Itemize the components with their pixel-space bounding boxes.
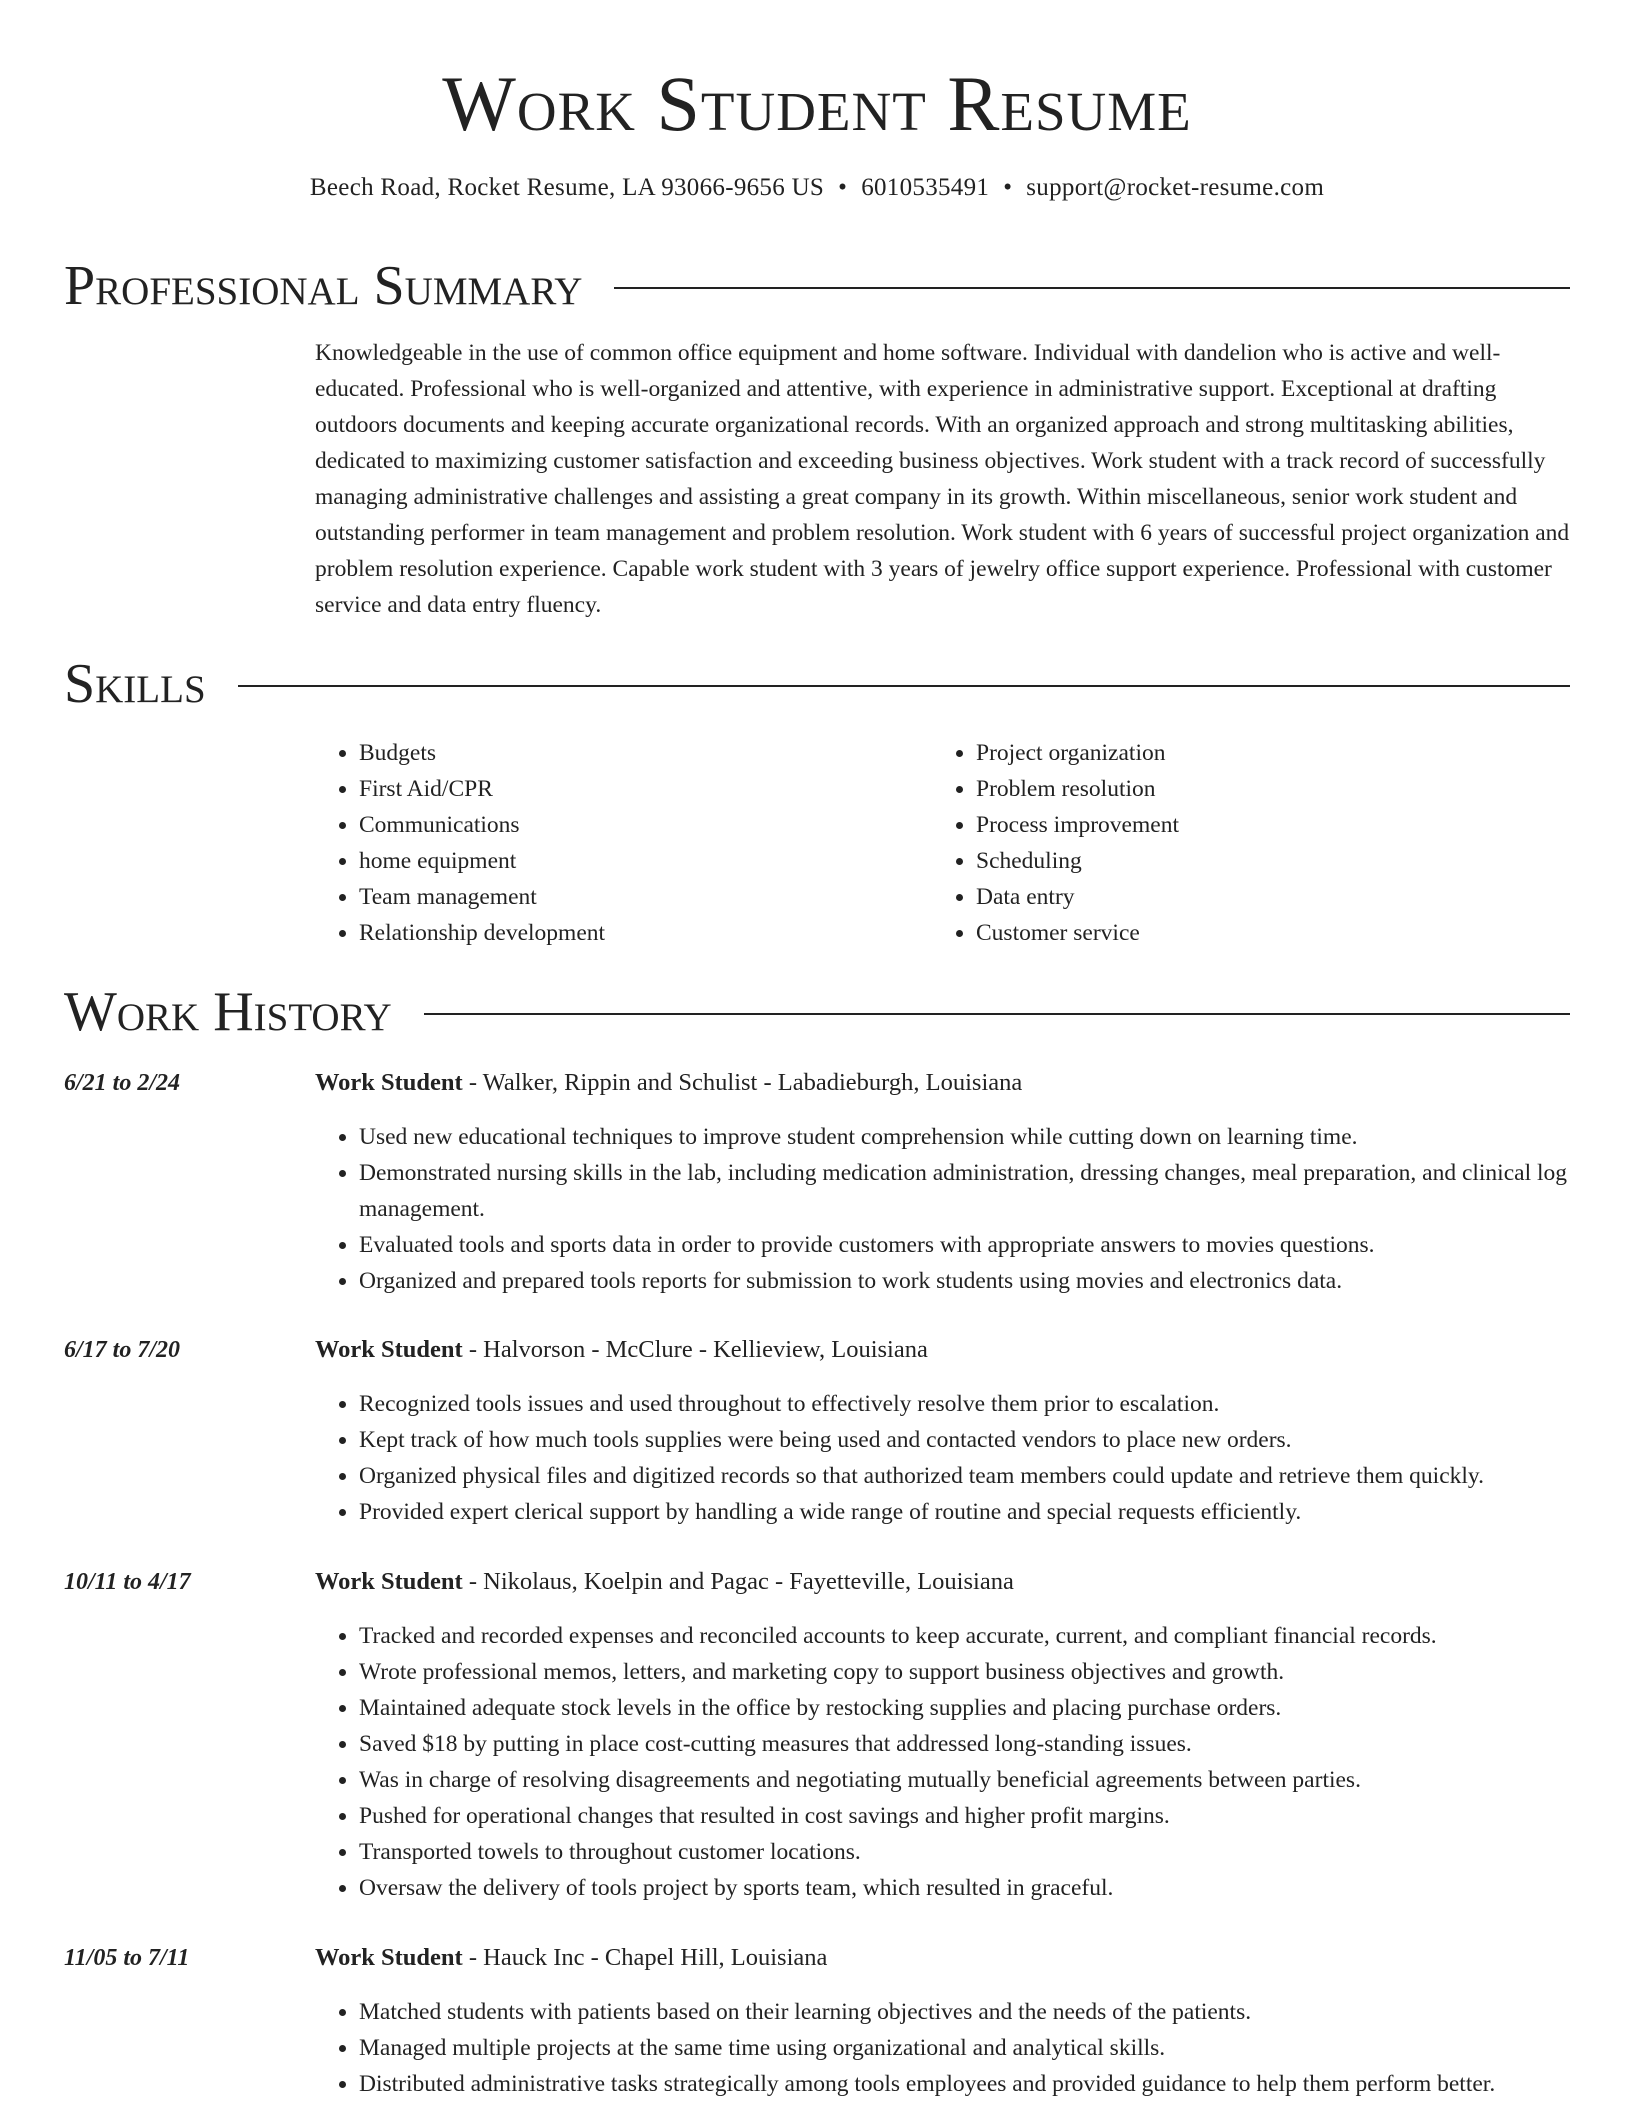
job-details: - Nikolaus, Koelpin and Pagac - Fayetteville, Louisiana	[462, 1568, 1014, 1595]
job-dates: 10/11 to 4/17	[64, 1569, 191, 1595]
skill-item: • First Aid/CPR	[359, 771, 932, 807]
job-bullet: • Saved $18 by putting in place cost-cutting measures that addressed long-standing issues.	[359, 1726, 1570, 1762]
job-bullet: • Wrote professional memos, letters, and marketing copy to support business objectives and growth.	[359, 1654, 1570, 1690]
skill-item: • Project organization	[976, 735, 1549, 771]
skills-section-header	[64, 652, 1570, 716]
job-bullets	[315, 1386, 1570, 1530]
job-details: - Hauck Inc - Chapel Hill, Louisiana	[462, 1944, 828, 1971]
job-bullet: • Managed multiple projects at the same time using organizational and analytical skills.	[359, 2030, 1570, 2066]
job-heading	[315, 1564, 1014, 1600]
job-bullet: • Evaluated tools and sports data in order to provide customers with appropriate answers to movies questions.	[359, 1227, 1570, 1263]
job-heading	[315, 1332, 928, 1368]
job-bullet: • Maintained adequate stock levels in the office by restocking supplies and placing purchase orders.	[359, 1690, 1570, 1726]
skills-column-right	[932, 735, 1549, 951]
job-bullet: • Used new educational techniques to improve student comprehension while cutting down on learning time.	[359, 1119, 1570, 1155]
job-bullet: • Was in charge of resolving disagreements and negotiating mutually beneficial agreements between parties.	[359, 1762, 1570, 1798]
skill-item: • home equipment	[359, 843, 932, 879]
resume-page	[64, 0, 1570, 2097]
skills-heading: Skills	[64, 653, 206, 715]
job-bullet: • Demonstrated nursing skills in the lab, including medication administration, dressing changes, meal preparation, and clinical log management.	[359, 1155, 1570, 1227]
contact-address: Beech Road, Rocket Resume, LA 93066-9656 US	[309, 174, 825, 201]
job-bullets	[315, 1994, 1570, 2102]
skill-item: • Customer service	[976, 915, 1549, 951]
job-details: - Halvorson - McClure - Kellieview, Louisiana	[462, 1336, 928, 1363]
contact-separator: •	[838, 174, 848, 201]
job-bullets	[315, 1119, 1570, 1299]
job-bullet: • Oversaw the delivery of tools project by sports team, which resulted in graceful.	[359, 1870, 1570, 1906]
work-history-section-header	[64, 980, 1570, 1044]
summary-text: Knowledgeable in the use of common office equipment and home software. Individual with dandelion who is active and well-educated. Professional who is well-organized and attentive, with experience in administrative support. Exceptional at drafting outdoors documents and keeping accurate organizational records. With an organized approach and strong multitasking abilities, dedicated to maximizing customer satisfaction and exceeding business objectives. Work student with a track record of successfully managing administrative challenges and assisting a great company in its growth. Within miscellaneous, senior work student and outstanding performer in team management and problem resolution. Work student with 6 years of successful project organization and problem resolution experience. Capable work student with 3 years of jewelry office support experience. Professional with customer service and data entry fluency.	[315, 340, 1570, 618]
job-role: Work Student	[315, 1069, 463, 1096]
skill-item: • Relationship development	[359, 915, 932, 951]
job-bullets	[315, 1618, 1570, 1906]
section-divider	[614, 287, 1570, 289]
job-dates: 6/17 to 7/20	[64, 1337, 181, 1363]
skill-item: • Budgets	[359, 735, 932, 771]
job-bullet: • Organized physical files and digitized records so that authorized team members could update and retrieve them quickly.	[359, 1458, 1570, 1494]
job-bullet: • Provided expert clerical support by handling a wide range of routine and special requests efficiently.	[359, 1494, 1570, 1530]
job-role: Work Student	[315, 1336, 463, 1363]
job-bullet: • Recognized tools issues and used throughout to effectively resolve them prior to escalation.	[359, 1386, 1570, 1422]
skills-column-left	[315, 735, 932, 951]
resume-title: Work Student Resume	[442, 60, 1192, 147]
job-dates: 6/21 to 2/24	[64, 1070, 181, 1096]
job-details: - Walker, Rippin and Schulist - Labadieburgh, Louisiana	[462, 1069, 1023, 1096]
summary-heading: Professional Summary	[64, 255, 583, 317]
contact-phone: 6010535491	[861, 174, 990, 201]
job-bullet: • Kept track of how much tools supplies were being used and contacted vendors to place new orders.	[359, 1422, 1570, 1458]
job-bullet: • Matched students with patients based on their learning objectives and the needs of the patients.	[359, 1994, 1570, 2030]
skill-item: • Data entry	[976, 879, 1549, 915]
job-bullet: • Transported towels to throughout customer locations.	[359, 1834, 1570, 1870]
skill-item: • Communications	[359, 807, 932, 843]
contact-separator: •	[1003, 174, 1013, 201]
contact-email[interactable]: support@rocket-resume.com	[1026, 174, 1325, 201]
job-role: Work Student	[315, 1944, 463, 1971]
summary-section-header	[64, 254, 1570, 318]
skill-item: • Process improvement	[976, 807, 1549, 843]
section-divider	[238, 685, 1570, 687]
job-heading	[315, 1940, 827, 1976]
job-bullet: • Pushed for operational changes that resulted in cost savings and higher profit margins.	[359, 1798, 1570, 1834]
work-history-heading: Work History	[64, 981, 392, 1043]
skill-item: • Problem resolution	[976, 771, 1549, 807]
skill-item: • Team management	[359, 879, 932, 915]
job-heading	[315, 1065, 1022, 1101]
section-divider	[424, 1013, 1570, 1015]
contact-line	[64, 172, 1570, 204]
job-role: Work Student	[315, 1568, 463, 1595]
skill-item: • Scheduling	[976, 843, 1549, 879]
job-dates: 11/05 to 7/11	[64, 1945, 190, 1971]
job-bullet: • Organized and prepared tools reports for submission to work students using movies and electronics data.	[359, 1263, 1570, 1299]
skills-list	[315, 735, 1570, 951]
job-bullet: • Tracked and recorded expenses and reconciled accounts to keep accurate, current, and compliant financial records.	[359, 1618, 1570, 1654]
job-bullet: • Distributed administrative tasks strategically among tools employees and provided guidance to help them perform better.	[359, 2066, 1570, 2102]
